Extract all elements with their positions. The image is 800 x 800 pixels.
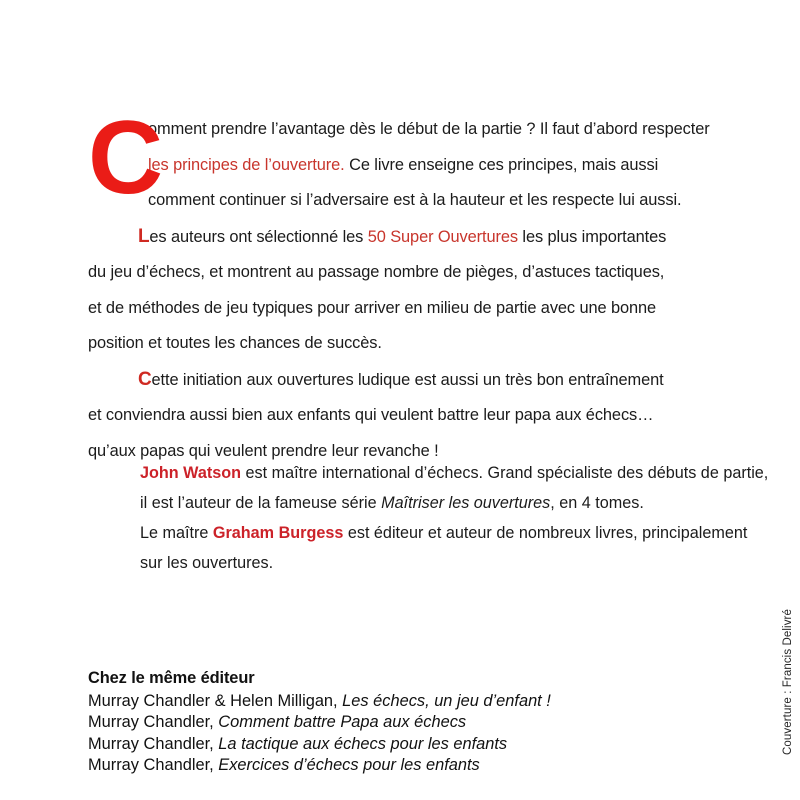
series-title-maitriser-les-ouvertures: Maîtriser les ouvertures [381,494,551,512]
initiation-line-1-rest: ette initiation aux ouvertures ludique est aussi un très bon entraînement [151,370,664,389]
bio-graham-burgess-line-2: sur les ouvertures. [140,554,274,572]
book-author: Murray Chandler, [88,734,219,753]
intro-line-2-rest: Ce livre enseigne ces principes, mais aussi [344,155,659,174]
book-title: Exercices d’échecs pour les enfants [218,756,480,774]
intro-line-2 [88,148,748,184]
list-item [88,712,608,734]
book-author: Murray Chandler & Helen Milligan, [88,691,343,710]
same-publisher-heading: Chez le même éditeur [88,669,255,687]
selection-line-2: du jeu d’échecs, et montrent au passage nombre de pièges, d’astuces tactiques, [88,263,665,281]
intro-line-1: omment prendre l’avantage dès le début de la partie ? Il faut d’abord respecter [148,120,710,138]
intro-line-3: comment continuer si l’adversaire est à la hauteur et les respecte lui aussi. [148,191,682,209]
bio-graham-burgess-line-1 [140,518,760,548]
author-name-john-watson: John Watson [140,464,242,482]
list-item [88,755,608,777]
bio-line-2-a: il est l’auteur de la fameuse série [140,494,382,512]
selection-line-3: et de méthodes de jeu typiques pour arriver en milieu de partie avec une bonne [88,298,657,317]
red-initial-C: C [138,368,152,390]
same-publisher-block [88,668,608,777]
bio-john-watson-line-1 [140,458,769,488]
selection-line-1-a: es auteurs ont sélectionné les [149,227,368,246]
highlight-50-super-ouvertures: 50 Super Ouvertures [367,227,518,246]
book-title: La tactique aux échecs pour les enfants [218,734,508,753]
blurb-text-block [88,100,748,469]
cover-credit-container [778,582,798,782]
list-item [88,691,608,713]
bio-john-watson-line-2 [140,488,760,518]
book-author: Murray Chandler, [88,756,219,774]
bio-line-3-a: Le maître [140,524,213,542]
initiation-line-1 [88,362,748,399]
paragraph-initiation [88,362,748,470]
author-name-graham-burgess: Graham Burgess [212,524,344,542]
book-title: Comment battre Papa aux échecs [218,713,467,731]
book-author: Murray Chandler, [88,713,219,731]
selection-line-1 [88,219,748,256]
cover-credit-text: Couverture : Francis Delivré [782,609,794,755]
list-item [88,734,608,756]
initiation-line-3: qu’aux papas qui veulent prendre leur revanche ! [88,441,439,460]
selection-line-4: position et toutes les chances de succès. [88,334,382,352]
initiation-line-2: et conviendra aussi bien aux enfants qui veulent battre leur papa aux échecs… [88,406,654,424]
selection-line-1-b: les plus importantes [517,227,667,246]
drop-cap-letter: C [88,100,162,216]
bio-line-3-b: est éditeur et auteur de nombreux livres, principalement [343,524,748,542]
highlight-opening-principles: les principes de l’ouverture. [148,155,345,174]
red-initial-L: L [138,225,150,247]
book-title: Les échecs, un jeu d’enfant ! [342,691,551,710]
bio-line-1-rest: est maître international d’échecs. Grand spécialiste des débuts de partie, [241,464,769,482]
paragraph-intro [88,100,748,219]
paragraph-authors-selection [88,219,748,362]
authors-bio-block [140,458,769,578]
bio-line-2-b: , en 4 tomes. [550,494,644,512]
